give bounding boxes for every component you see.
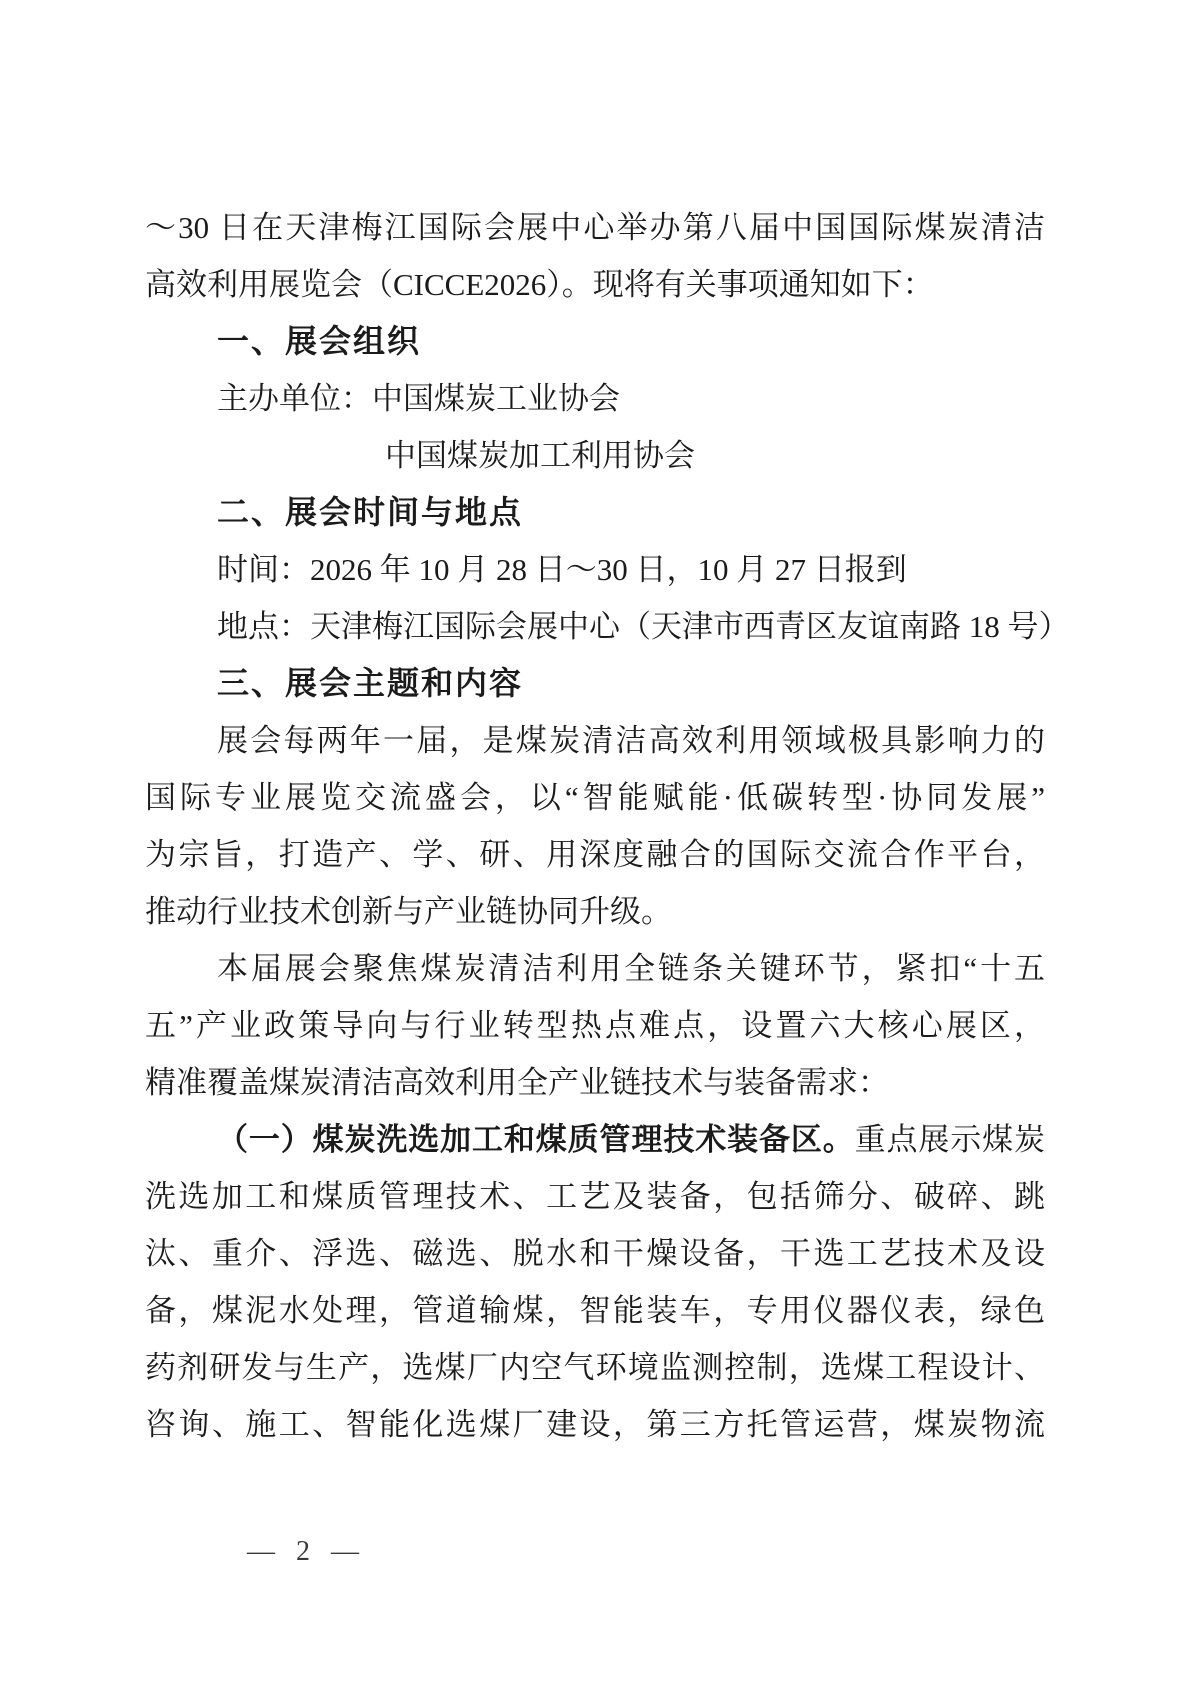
- section-heading: [145, 313, 1045, 370]
- line-text: 三、展会主题和内容: [217, 665, 524, 701]
- text-line: [145, 1054, 1045, 1111]
- line-text: 中国煤炭加工利用协会: [385, 438, 695, 473]
- line-text: 国际专业展览交流盛会，以“智能赋能·低碳转型·协同发展”: [145, 780, 1045, 815]
- line-text: 本届展会聚焦煤炭清洁利用全链条关键环节，紧扣“十五: [217, 951, 1045, 986]
- page-footer: [163, 1492, 359, 1567]
- text-line: [145, 712, 1045, 769]
- text-line: [145, 199, 1045, 256]
- text-line: [145, 1339, 1045, 1396]
- section-heading: [145, 655, 1045, 712]
- line-text: 备，煤泥水处理，管道输煤，智能装车，专用仪器仪表，绿色: [145, 1293, 1045, 1328]
- document-body: [145, 199, 1070, 1453]
- bold-lead-text: （一）煤炭洗选加工和煤质管理技术装备区。: [217, 1122, 855, 1157]
- text-line: [145, 598, 1070, 655]
- text-line: [145, 541, 1045, 598]
- line-text: 地点：天津梅江国际会展中心（天津市西青区友谊南路 18 号）: [217, 609, 1070, 644]
- text-line: [145, 940, 1045, 997]
- line-text: ～30 日在天津梅江国际会展中心举办第八届中国国际煤炭清洁: [145, 210, 1045, 245]
- text-line: [145, 883, 1045, 940]
- line-text: 精准覆盖煤炭清洁高效利用全产业链技术与装备需求：: [145, 1065, 889, 1100]
- line-text: 药剂研发与生产，选煤厂内空气环境监测控制，选煤工程设计、: [145, 1350, 1045, 1385]
- text-line: [145, 256, 1045, 313]
- text-line: [145, 1111, 1045, 1168]
- line-text: 推动行业技术创新与产业链协同升级。: [145, 894, 672, 929]
- text-line: [145, 1282, 1045, 1339]
- section-heading: [145, 484, 1045, 541]
- line-text: 重点展示煤炭: [854, 1122, 1046, 1157]
- text-line: [145, 1225, 1045, 1282]
- line-text: 展会每两年一届，是煤炭清洁高效利用领域极具影响力的: [217, 723, 1045, 758]
- line-text: 二、展会时间与地点: [217, 494, 524, 530]
- text-line: [145, 370, 1045, 427]
- page-number: — 2 —: [247, 1536, 359, 1567]
- text-line: [145, 1396, 1045, 1453]
- line-text: 高效利用展览会（CICCE2026）。现将有关事项通知如下：: [145, 267, 934, 302]
- line-text: 汰、重介、浮选、磁选、脱水和干燥设备，干选工艺技术及设: [145, 1236, 1045, 1271]
- line-text: 一、展会组织: [217, 323, 422, 359]
- text-line: [145, 826, 1045, 883]
- line-text: 咨询、施工、智能化选煤厂建设，第三方托管运营，煤炭物流: [145, 1407, 1045, 1442]
- line-text: 为宗旨，打造产、学、研、用深度融合的国际交流合作平台，: [145, 837, 1045, 872]
- text-line: [145, 1168, 1045, 1225]
- line-text: 主办单位：中国煤炭工业协会: [217, 381, 620, 416]
- line-text: 洗选加工和煤质管理技术、工艺及装备，包括筛分、破碎、跳: [145, 1179, 1045, 1214]
- line-text: 时间：2026 年 10 月 28 日～30 日，10 月 27 日报到: [217, 552, 907, 587]
- text-line: [145, 997, 1045, 1054]
- text-line: [145, 769, 1045, 826]
- text-line: [145, 427, 1045, 484]
- line-text: 五”产业政策导向与行业转型热点难点，设置六大核心展区，: [145, 1008, 1045, 1043]
